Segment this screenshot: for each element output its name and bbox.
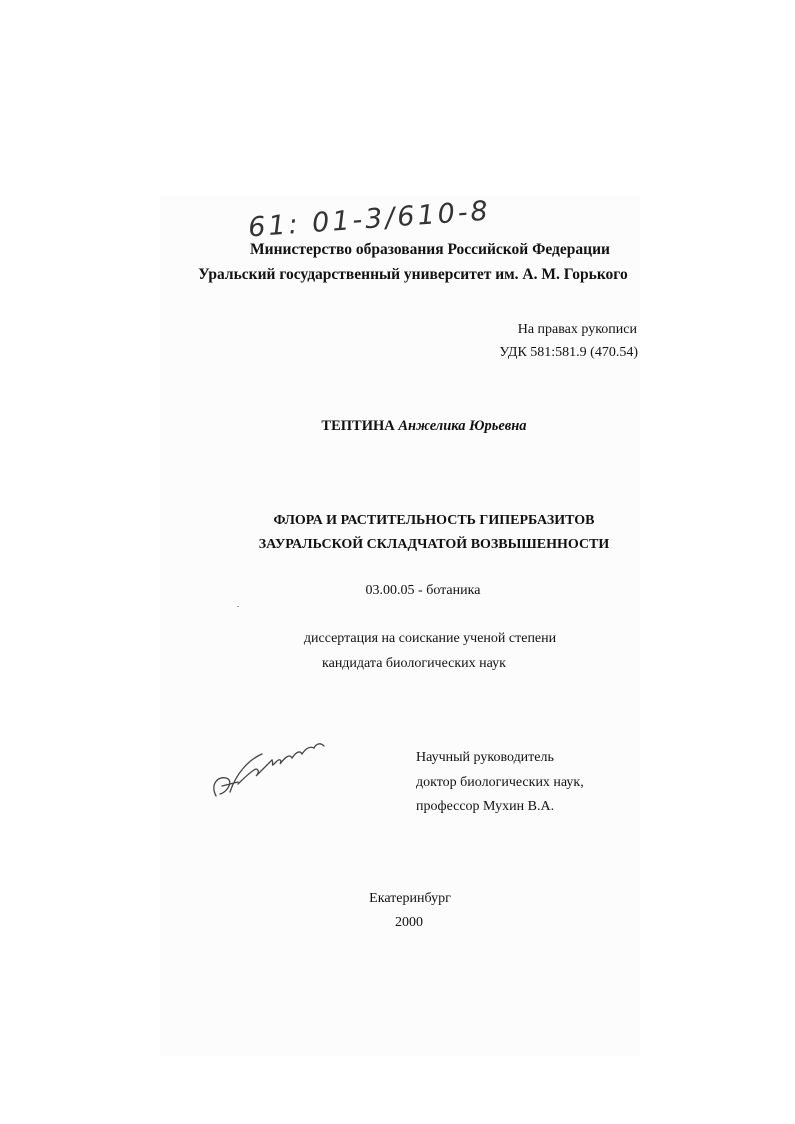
handwritten-registration-code: 61: 01-3/610-8 xyxy=(247,195,492,244)
author-signature xyxy=(208,734,328,804)
degree-statement-line-1: диссертация на соискание ученой степени xyxy=(303,631,557,646)
scan-speck xyxy=(237,606,239,607)
author-given-names: Анжелика Юрьевна xyxy=(398,418,527,434)
manuscript-rights-note: На правах рукописи xyxy=(517,322,637,337)
city: Екатеринбург xyxy=(369,891,451,906)
dissertation-title-line-2: ЗАУРАЛЬСКОЙ СКЛАДЧАТОЙ ВОЗВЫШЕННОСТИ xyxy=(258,537,610,552)
year: 2000 xyxy=(395,915,423,930)
specialty-code: 03.00.05 - ботаника xyxy=(365,583,481,598)
supervisor-role: Научный руководитель xyxy=(416,750,554,765)
dissertation-title-line-1: ФЛОРА И РАСТИТЕЛЬНОСТЬ ГИПЕРБАЗИТОВ xyxy=(273,513,595,528)
ministry-name: Министерство образования Российской Федерации xyxy=(250,241,610,258)
author-surname: ТЕПТИНА xyxy=(321,418,395,434)
supervisor-name: профессор Мухин В.А. xyxy=(416,799,555,814)
university-name: Уральский государственный университет им. А. М. Горького xyxy=(198,266,628,283)
degree-statement-line-2: кандидата биологических наук xyxy=(322,656,506,671)
udk-code: УДК 581:581.9 (470.54) xyxy=(499,345,638,360)
supervisor-degree: доктор биологических наук, xyxy=(416,775,584,790)
author-name xyxy=(0,418,795,435)
